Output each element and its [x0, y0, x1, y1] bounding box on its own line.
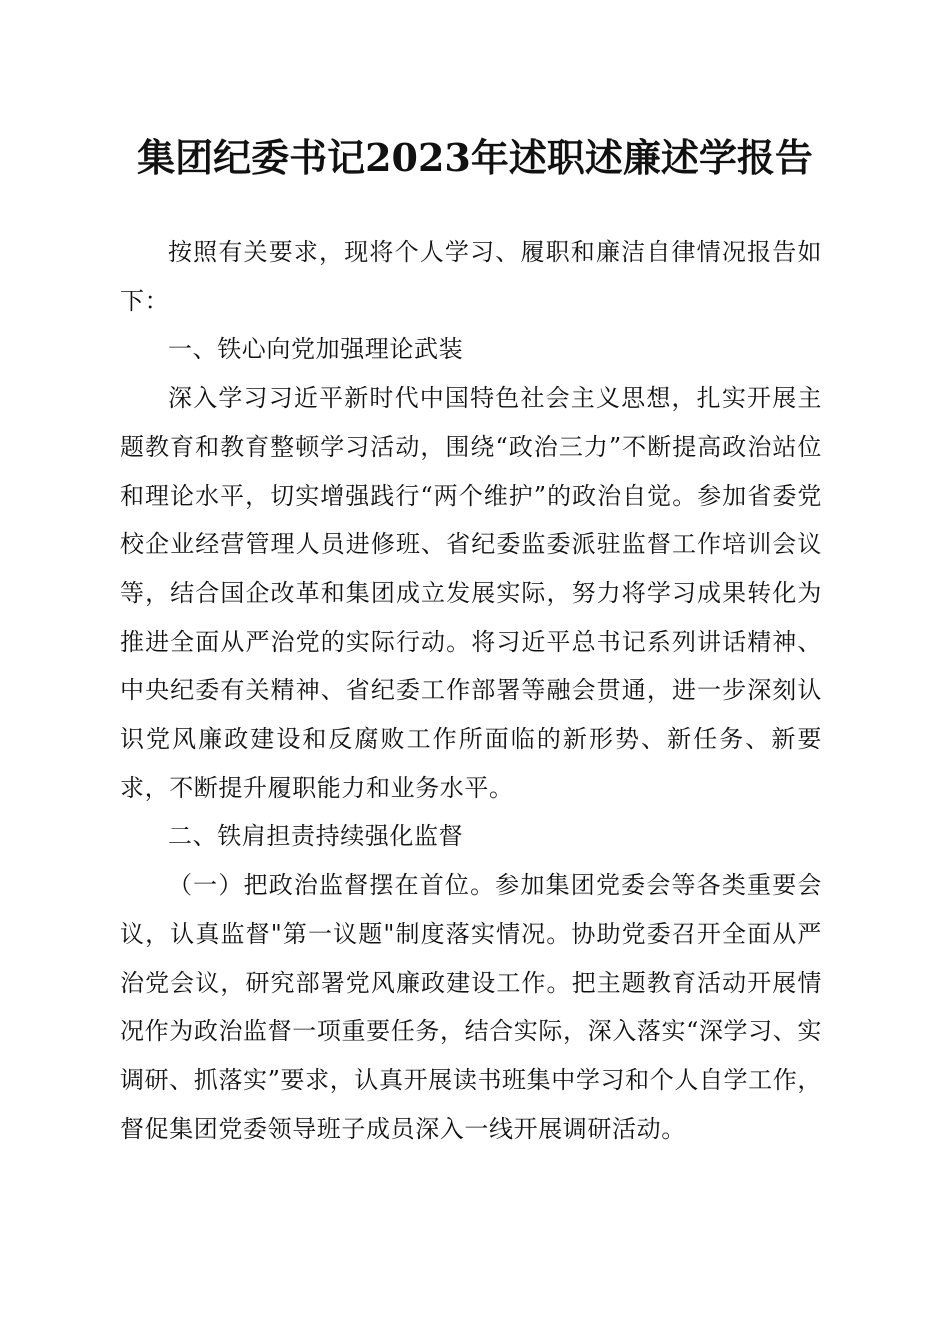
intro-paragraph: 按照有关要求，现将个人学习、履职和廉洁自律情况报告如下：	[120, 238, 822, 315]
section-1-paragraph: 深入学习习近平新时代中国特色社会主义思想，扎实开展主题教育和教育整顿学习活动，围绕“政治三力”不断提高政治站位和理论水平，切实增强践行“两个维护”的政治自觉。参加省委党校企业经营管理人员进修班、省纪委监委派驻监督工作培训会议等，结合国企改革和集团成立发展实际，努力将学习成果转化为推进全面从严治党的实际行动。将习近平总书记系列讲话精神、中央纪委有关精神、省纪委工作部署等融会贯通，进一步深刻认识党风廉政建设和反腐败工作所面临的新形势、新任务、新要求，不断提升履职能力和业务水平。	[120, 384, 822, 802]
document-title: 集团纪委书记2023年述职述廉述学报告	[137, 135, 813, 180]
section-2-paragraph-1: （一）把政治监督摆在首位。参加集团党委会等各类重要会议，认真监督"第一议题"制度落实情况。协助党委召开全面从严治党会议，研究部署党风廉政建设工作。把主题教育活动开展情况作为政治监督一项重要任务，结合实际，深入落实“深学习、实调研、抓落实”要求，认真开展读书班集中学习和个人自学工作，督促集团党委领导班子成员深入一线开展调研活动。	[120, 871, 822, 1143]
document-body	[120, 228, 822, 1153]
section-heading-1: 一、铁心向党加强理论武装	[168, 335, 464, 364]
section-heading-2: 二、铁肩担责持续强化监督	[168, 822, 464, 851]
